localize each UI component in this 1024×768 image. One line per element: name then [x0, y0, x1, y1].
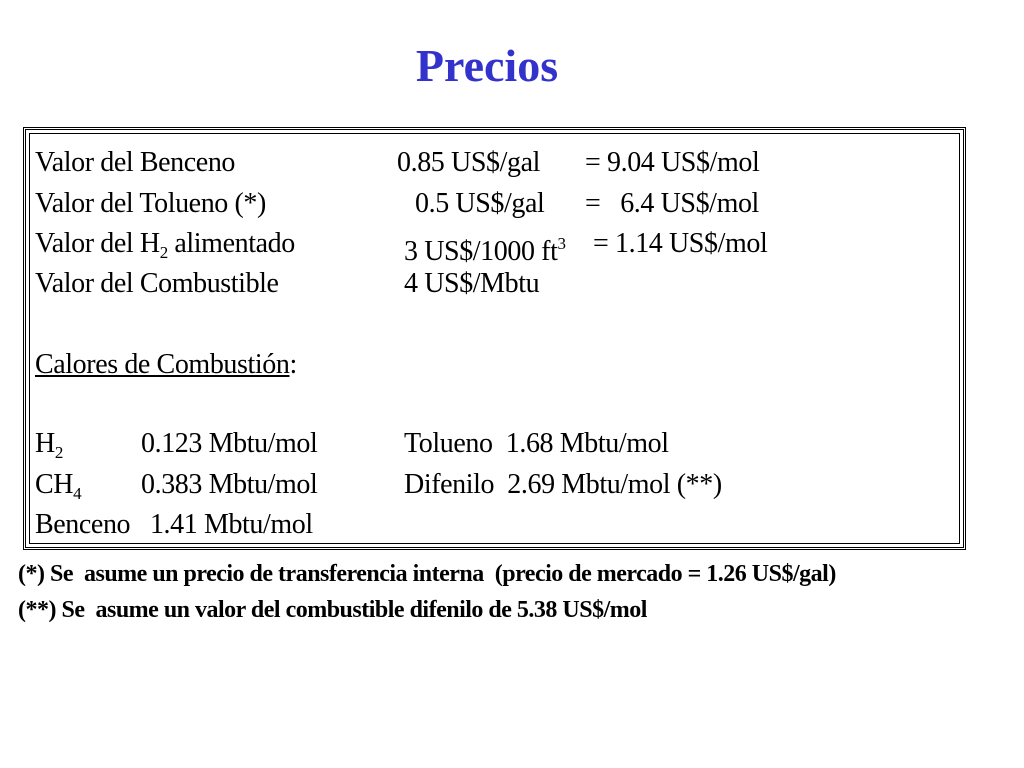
- price-label-h2: [35, 227, 295, 270]
- page-title: Precios: [415, 40, 559, 91]
- price-value-combustible: 4 US$/Mbtu: [404, 268, 540, 299]
- heat-ch4-value: 0.383 Mbtu/mol: [141, 469, 318, 500]
- price-mol-tolueno: = 6.4 US$/mol: [585, 188, 759, 219]
- price-label-h2-sub: 2: [159, 243, 168, 262]
- price-value-benceno: 0.85 US$/gal: [397, 147, 540, 178]
- heat-h2-value: 0.123 Mbtu/mol: [141, 428, 318, 459]
- heat-heading-colon: :: [289, 349, 297, 380]
- heat-benceno: Benceno 1.41 Mbtu/mol: [35, 509, 313, 540]
- heat-ch4-symbol: CH: [35, 469, 74, 500]
- heat-tolueno: Tolueno 1.68 Mbtu/mol: [404, 428, 669, 459]
- heat-difenilo: Difenilo 2.69 Mbtu/mol (**): [404, 469, 722, 500]
- heat-ch4-name: [35, 468, 81, 511]
- footnote-1: (*) Se asume un precio de transferencia interna (precio de mercado = 1.26 US$/gal): [18, 561, 836, 587]
- heat-h2-symbol: H: [35, 428, 55, 459]
- price-mol-h2: = 1.14 US$/mol: [593, 228, 768, 259]
- price-label-tolueno: Valor del Tolueno (*): [35, 188, 266, 219]
- heat-heading-text: Calores de Combustión: [35, 349, 290, 380]
- price-value-h2: [404, 227, 566, 269]
- heat-h2-sub: 2: [54, 443, 63, 462]
- price-label-benceno: Valor del Benceno: [35, 147, 236, 178]
- heat-h2-name: [35, 427, 63, 470]
- price-label-h2-post: alimentado: [167, 228, 295, 259]
- price-value-h2-sup: 3: [557, 234, 566, 253]
- price-value-h2-pre: 3 US$/1000 ft: [404, 236, 558, 267]
- footnote-2: (**) Se asume un valor del combustible difenilo de 5.38 US$/mol: [18, 597, 647, 623]
- price-label-combustible: Valor del Combustible: [35, 268, 279, 299]
- heat-ch4-sub: 4: [73, 484, 82, 503]
- price-value-tolueno: 0.5 US$/gal: [415, 188, 545, 219]
- price-mol-benceno: = 9.04 US$/mol: [585, 147, 760, 178]
- heat-heading: [35, 348, 297, 382]
- price-label-h2-pre: Valor del H: [35, 228, 160, 259]
